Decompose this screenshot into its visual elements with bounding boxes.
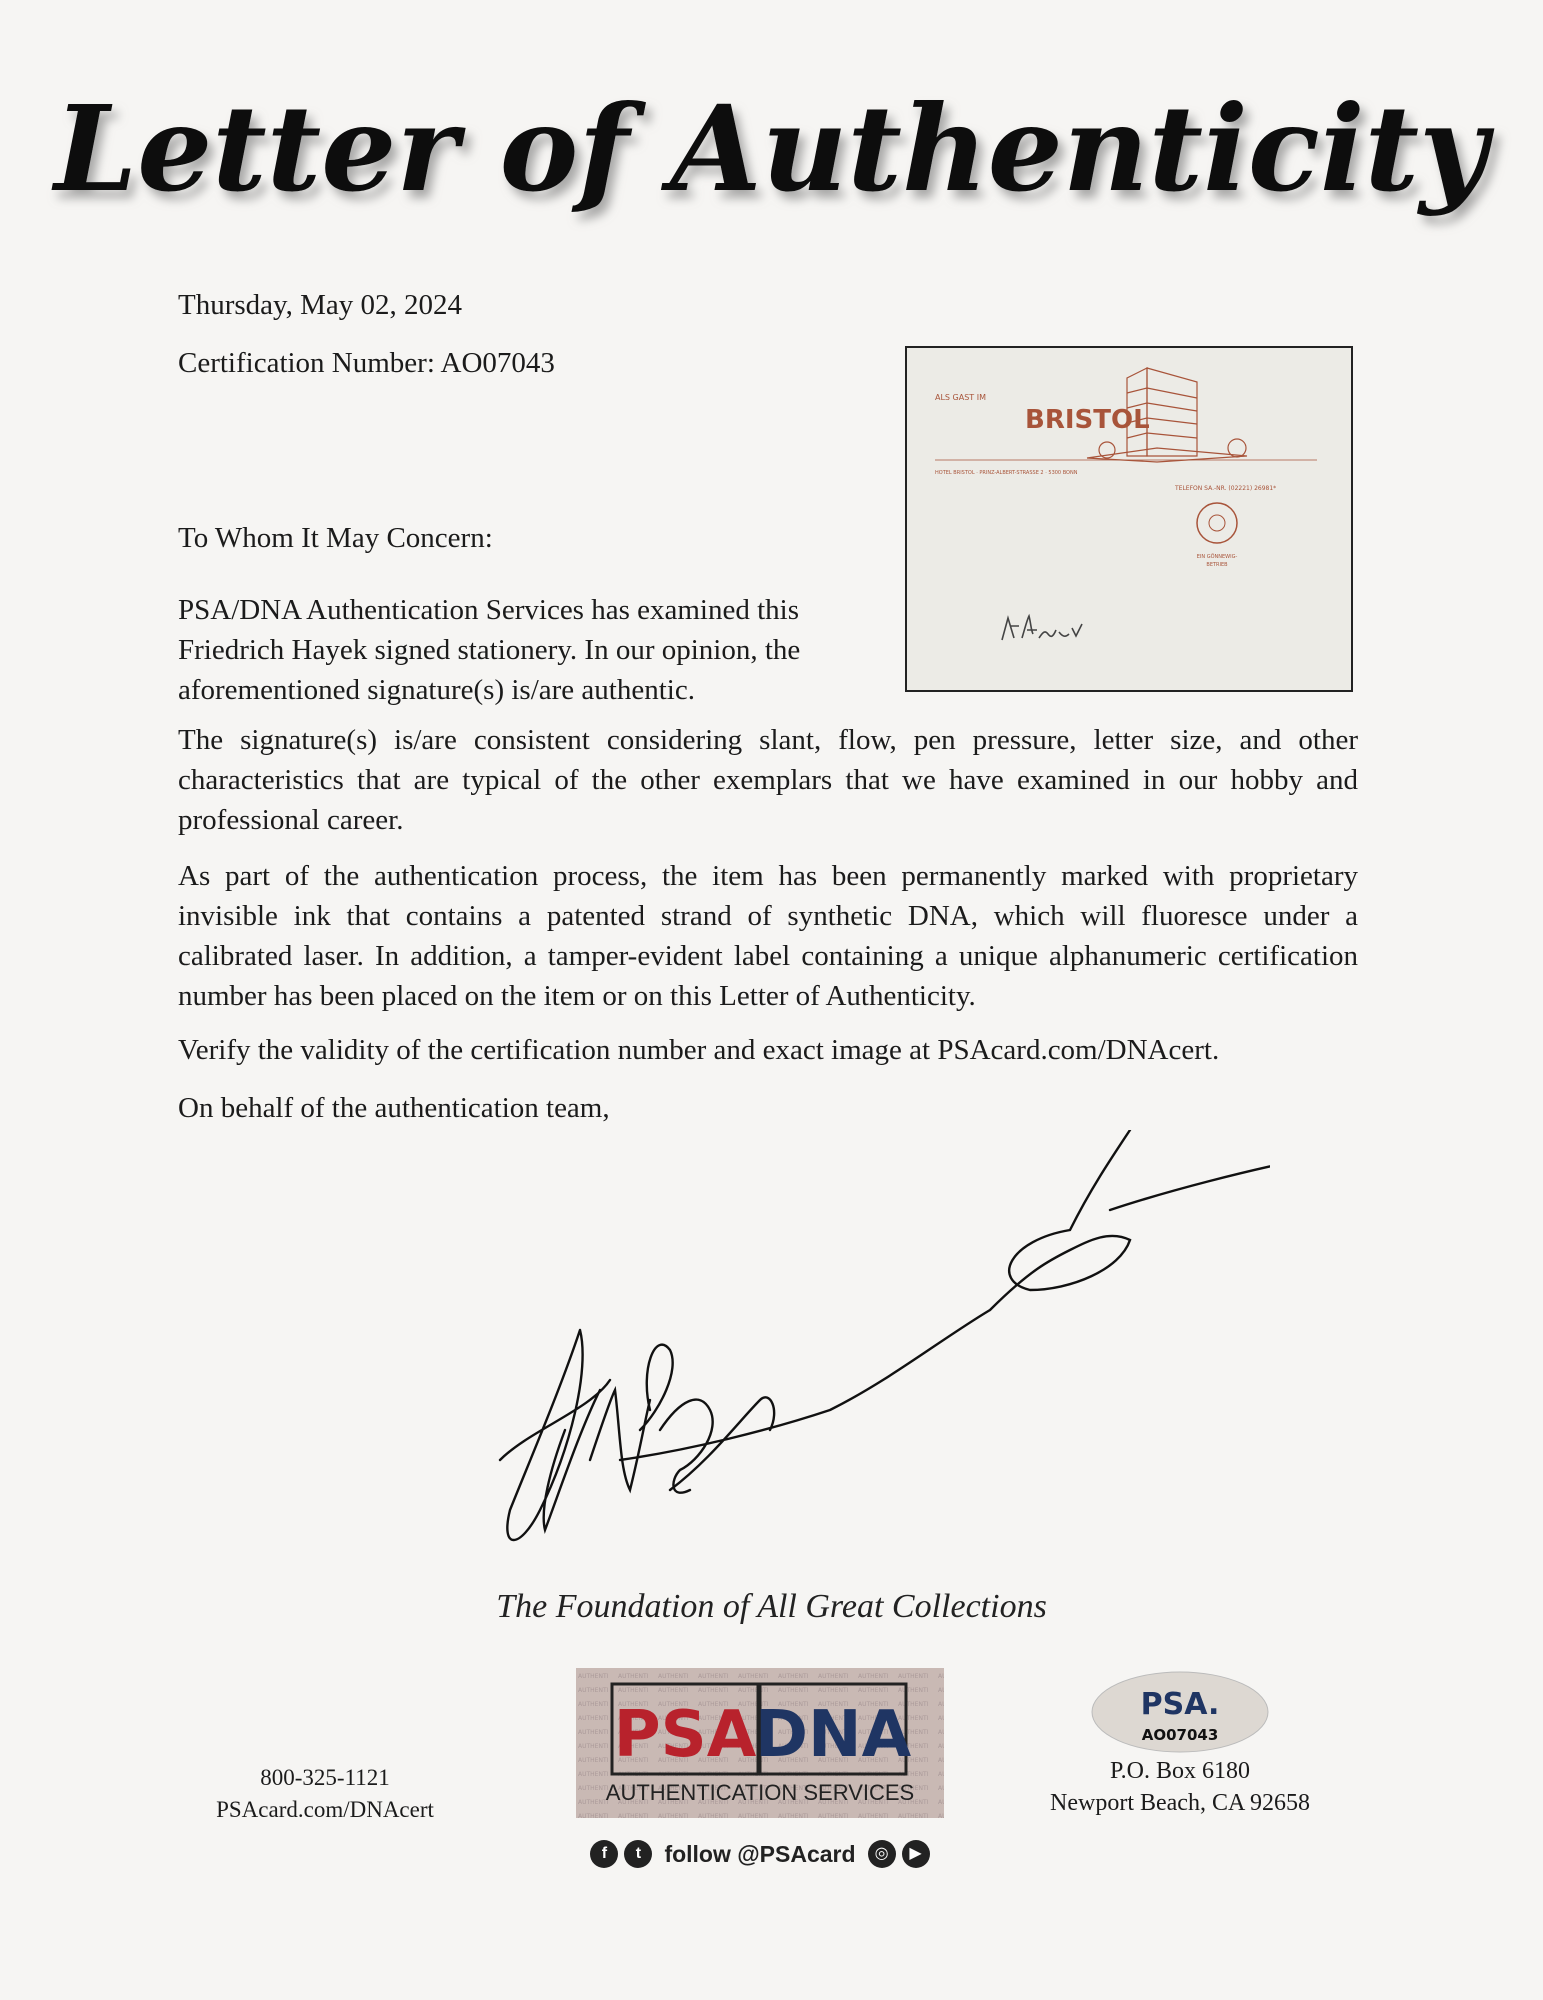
svg-text:Letter of Authenticity: Letter of Authenticity [54,79,1488,218]
instagram-icon[interactable]: ◎ [868,1840,896,1868]
svg-text:BRISTOL: BRISTOL [1025,405,1150,435]
svg-text:PSA: PSA [613,1698,757,1772]
paragraph-consistency: The signature(s) is/are consistent considering slant, flow, pen pressure, letter size, and other characteristics that are typical of the other exemplars that we have examined in our hobby and professional career. [178,724,1358,836]
hotel-stationery-image [907,348,1351,690]
svg-text:AUTHENTICATION SERVICES: AUTHENTICATION SERVICES [605,1780,915,1805]
svg-text:PSA.: PSA. [1140,1687,1220,1722]
closing: On behalf of the authentication team, [178,1092,610,1124]
svg-text:AO07043: AO07043 [1141,1726,1219,1744]
phone-number: 800-325-1121 [260,1765,390,1790]
website-link[interactable]: PSAcard.com/DNAcert [216,1797,434,1822]
po-box: P.O. Box 6180 [1109,1758,1251,1784]
facebook-icon[interactable]: f [590,1840,618,1868]
svg-text:BONN: BONN [1227,402,1321,435]
hayek-signature [1002,616,1082,640]
svg-text:BETRIEB: BETRIEB [1206,562,1228,568]
paragraph-dna-marking: As part of the authentication process, the item has been permanently marked with proprietary invisible ink that contains a patented strand of synthetic DNA, which will fluoresce under a calibrated laser. In addition, a tamper-evident label containing a unique alphanumeric certification number has been placed on the item or on this Letter of Authenticity. [178,860,1358,1012]
tagline: The Foundation of All Great Collections [496,1588,1047,1625]
letter-title [0,40,1543,280]
letter-date: Thursday, May 02, 2024 [178,289,463,321]
svg-text:HOTEL: HOTEL [935,402,1041,435]
authenticator-signature [470,1130,1270,1590]
paragraph-examination: PSA/DNA Authentication Services has examined this Friedrich Hayek signed stationery. In our opinion, the aforementioned signature(s) is/are authentic. [178,594,801,706]
item-photo [905,346,1353,692]
city-address: Newport Beach, CA 92658 [1050,1790,1310,1816]
salutation: To Whom It May Concern: [178,522,493,554]
paragraph-verify: Verify the validity of the certification number and exact image at PSAcard.com/DNAcert. [178,1034,1220,1066]
psa-dna-logo [576,1668,944,1818]
contact-left [190,1762,460,1826]
svg-text:HOTEL BRISTOL · PRINZ-ALBERT-S: HOTEL BRISTOL · PRINZ-ALBERT-STRASSE 2 · 5300 BONN [935,470,1078,476]
twitter-icon[interactable]: t [624,1840,652,1868]
social-row [584,1834,936,1874]
ring-der-gastlichkeit-seal-icon [1197,503,1237,543]
svg-text:TELEFON SA.-NR. (02221) 26981*: TELEFON SA.-NR. (02221) 26981* [1175,485,1277,492]
certification-number: Certification Number: AO07043 [178,347,555,379]
contact-right [1030,1755,1330,1819]
svg-text:DNA: DNA [754,1698,912,1772]
svg-text:ALS GAST IM: ALS GAST IM [935,393,986,402]
follow-handle[interactable]: follow @PSAcard [664,1840,856,1867]
psa-hologram-sticker [1090,1670,1270,1754]
svg-text:EIN GÖNNEWIG-: EIN GÖNNEWIG- [1196,554,1238,560]
youtube-icon[interactable]: ▶ [902,1840,930,1868]
